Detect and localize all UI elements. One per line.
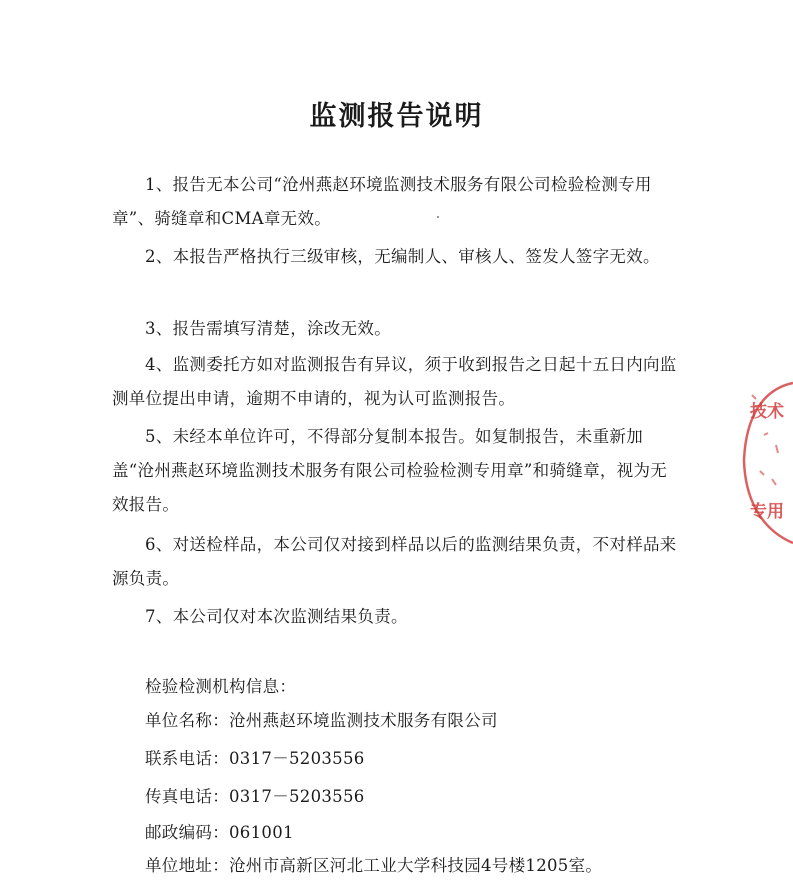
info-postcode: 邮政编码：061001 [145,823,294,842]
info-address: 单位地址：沧州市高新区河北工业大学科技园4号楼1205室。 [145,856,603,875]
item-7: 7、本公司仅对本次监测结果负责。 [145,607,408,626]
item-6: 6、对送检样品，本公司仅对接到样品以后的监测结果负责，不对样品来源负责。 [112,535,677,588]
item-1: 1、报告无本公司“沧州燕赵环境监测技术服务有限公司检验检测专用章”、骑缝章和CMA章无效。 [112,175,652,228]
partial-seal-stamp [742,375,793,550]
info-fax: 传真电话：0317－5203556 [145,787,365,806]
item-2: 2、本报告严格执行三级审核，无编制人、审核人、签发人签字无效。 [145,247,660,266]
item-5: 5、未经本单位许可，不得部分复制本报告。如复制报告，未重新加盖“沧州燕赵环境监测技术服务有限公司检验检测专用章”和骑缝章，视为无效报告。 [112,427,668,514]
item-4: 4、监测委托方如对监测报告有异议，须于收到报告之日起十五日内向监测单位提出申请，逾期不申请的，视为认可监测报告。 [112,355,677,408]
info-heading: 检验检测机构信息： [145,677,297,696]
info-phone: 联系电话：0317－5203556 [145,749,365,768]
scan-speck [437,216,439,218]
seal-text-top: 技术 [750,402,784,422]
info-unit-name: 单位名称：沧州燕赵环境监测技术服务有限公司 [145,711,498,730]
page-title: 监测报告说明 [309,101,484,132]
item-3: 3、报告需填写清楚，涂改无效。 [145,319,391,338]
seal-text-bottom: 专用 [750,502,784,522]
